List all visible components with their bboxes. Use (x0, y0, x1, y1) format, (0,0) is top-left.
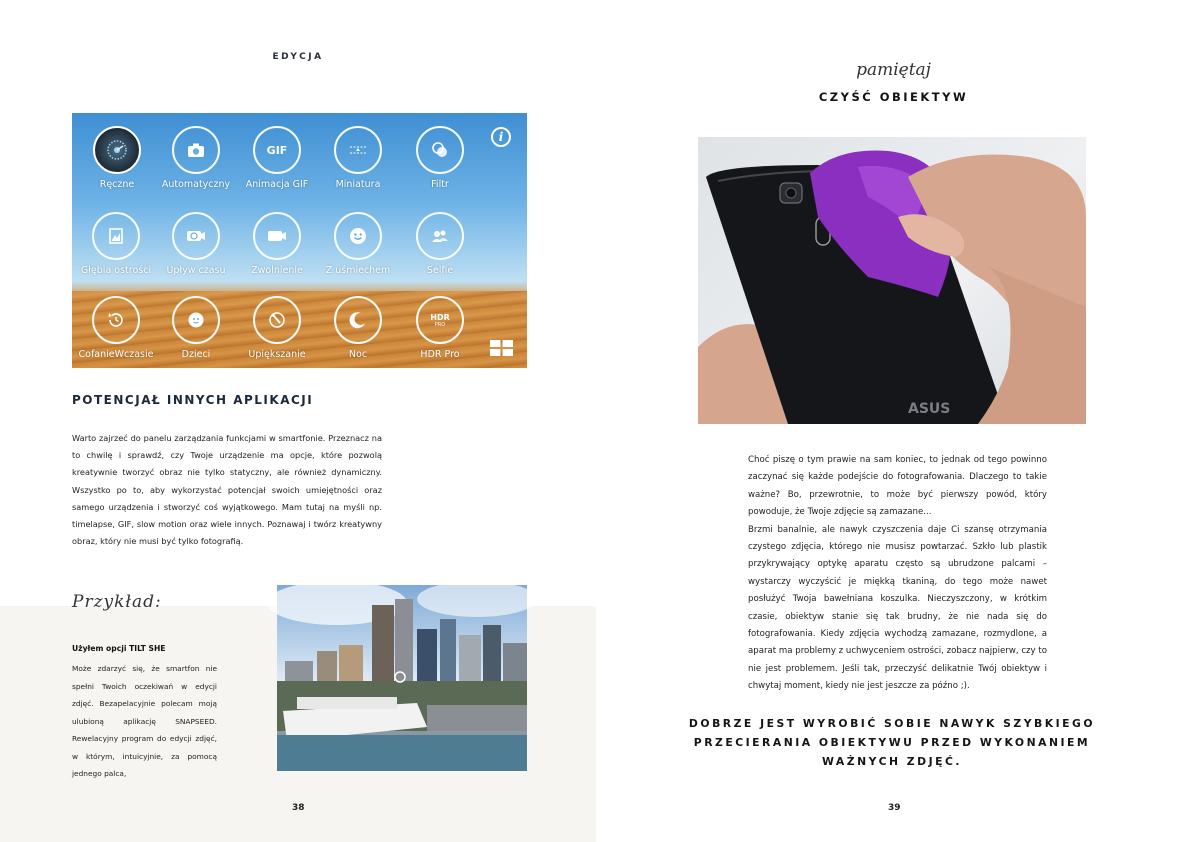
page-number-right: 39 (888, 803, 901, 813)
slow-motion-icon (253, 212, 301, 260)
info-icon: i (491, 127, 511, 147)
children-icon (172, 296, 220, 344)
gif-icon (253, 126, 301, 174)
selfie-icon (416, 212, 464, 260)
mode-label: Upiększanie (248, 349, 306, 360)
gif-text: GIF (266, 143, 288, 157)
mode-timelapse (156, 212, 236, 276)
mode-label: HDR Pro (420, 349, 460, 360)
mode-hdr (400, 296, 480, 360)
paragraph-2: Brzmi banalnie, ale nawyk czyszczenia daje Ci szansę otrzymania czystego zdjęcia, którego nie musisz powtarzać. Szkło lub plastik przykrywający optykę aparatu często są ubrudzone palcami – wystarczy wyczyścić je miękką tkaniną, do tego może nawet posłużyć Twoja bawełniana koszulka. Nieczyszczony, w krótkim czasie, obiektyw stanie się tak brudny, że nie nada się do fotografowania. Kiedy zdjęcia wychodzą zamazane, rozmydlone, a aparat ma problemy z uchwyceniem ostrości, zobacz najpierw, czy to nie jest problemem. Jeśli tak, przeczyść delikatnie Twój obiektyw i chwytaj moment, kiedy nie jest jeszcze za późno ;). (748, 524, 1047, 692)
beautify-icon (253, 296, 301, 344)
mode-time-rewind (76, 296, 156, 360)
mode-slowmo (237, 212, 317, 276)
camera-modes-screenshot (72, 113, 527, 368)
body-paragraph: Warto zajrzeć do panelu zarządzania funkcjami w smartfonie. Przeznacz na to chwilę i sprawdź, czy Twoje urządzenie ma opcje, które pozwolą kreatywnie tworzyć obraz nie tylko statyczny, ale również dynamiczny. Wszystko po to, aby wykorzystać potencjał swoich umiejętności oraz samego urządzenia i stworzyć coś wyjątkowego. Mam tutaj na myśli np. timelapse, GIF, slow motion oraz wiele innych. Poznawaj i twórz kreatywny obraz, który nie musi być tylko fotografią. (72, 433, 382, 547)
night-moon-icon (334, 296, 382, 344)
paragraph-1: Choć piszę o tym prawie na sam koniec, to jednak od tego powinno zaczynać się każde podejście do fotografowania. Dlaczego to takie ważne? Bo, przewrotnie, to może być pierwszy powód, który powoduje, że Twoje zdjęcie są zamazane... (748, 455, 1047, 518)
depth-of-field-icon (92, 212, 140, 260)
mode-manual (77, 126, 157, 190)
mode-label: Głębia ostrości (80, 265, 152, 276)
mode-label: Dzieci (181, 349, 211, 360)
time-rewind-icon (92, 296, 140, 344)
example-script-heading: Przykład: (72, 592, 162, 612)
grid-view-icon (490, 340, 513, 356)
mode-label: CofanieWczasie (78, 349, 154, 360)
mode-label: Zwolnienie (251, 265, 303, 276)
hdr-sub-text: PRO (434, 321, 446, 328)
mode-depth (76, 212, 156, 276)
hdr-pro-icon (416, 296, 464, 344)
page-number-left: 38 (292, 803, 305, 813)
body-text (748, 452, 1047, 696)
mode-label: Automatyczny (161, 179, 231, 190)
mode-auto (156, 126, 236, 190)
mode-label: Miniatura (335, 179, 381, 190)
mode-beautify (237, 296, 317, 360)
mode-label: Filtr (431, 179, 449, 190)
mode-label: Z uśmiechem (325, 265, 391, 276)
city-harbour-photo (277, 585, 527, 771)
page-title: CZYŚĆ OBIEKTYW (818, 90, 969, 104)
mode-selfie (400, 212, 480, 276)
pull-quote: DOBRZE JEST WYROBIĆ SOBIE NAWYK SZYBKIEGO PRZECIERANIA OBIEKTYWU PRZED WYKONANIEM WAŻNYCH ZDJĘĆ. (688, 717, 1096, 768)
script-title: pamiętaj (856, 60, 931, 80)
tip-title: Użyłem opcji TILT SHE (72, 644, 166, 653)
camera-icon (172, 126, 220, 174)
hdr-text: HDR (430, 312, 450, 322)
mode-night (318, 296, 398, 360)
tip-body: Może zdarzyć się, że smartfon nie spełni Twoich oczekiwań w edycji zdjęć. Bezapelacyjnie polecam moją ulubioną aplikację SNAPSEED. Rewelacyjny program do edycji zdjęć, w którym, intuicyjnie, za pomocą jednego palca, (72, 664, 217, 778)
mode-label: Animacja GIF (245, 179, 309, 190)
mode-label: Ręczne (99, 179, 135, 190)
section-heading: POTENCJAŁ INNYCH APLIKACJI (72, 393, 314, 407)
mode-label: Upływ czasu (166, 265, 226, 276)
timelapse-icon (172, 212, 220, 260)
mode-filter (400, 126, 480, 190)
manual-dial-icon (93, 126, 141, 174)
mode-smile (318, 212, 398, 276)
miniature-icon (334, 126, 382, 174)
right-page (596, 0, 1191, 842)
mode-label: Selfie (426, 265, 454, 276)
phone-brand-text: ASUS (908, 401, 951, 417)
section-label: EDYCJA (272, 52, 324, 62)
mode-children (156, 296, 236, 360)
mode-gif (237, 126, 317, 190)
filter-icon (416, 126, 464, 174)
mode-label: Noc (348, 349, 368, 360)
smile-icon (334, 212, 382, 260)
mode-miniature (318, 126, 398, 190)
phone-cleaning-photo (698, 137, 1086, 424)
